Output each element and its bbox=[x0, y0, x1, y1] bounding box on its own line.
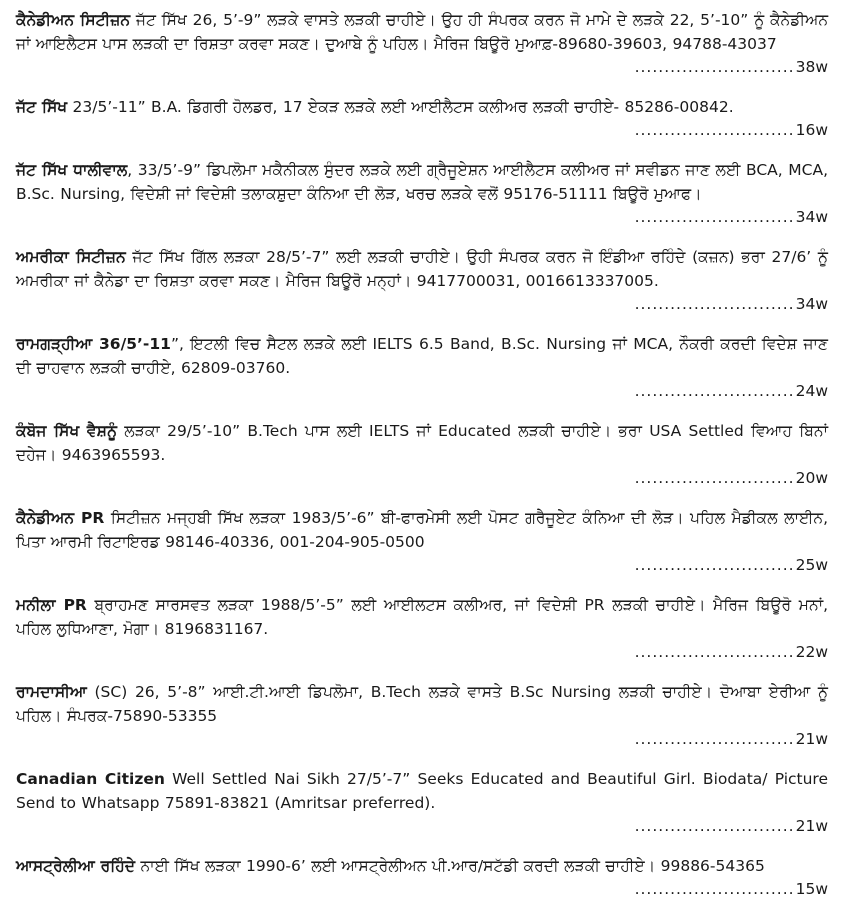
ad-dots: ........................... bbox=[634, 208, 795, 226]
ad-text bbox=[16, 506, 828, 554]
ad-code: 15w bbox=[795, 880, 828, 898]
ad-body: (SC) 26, 5’-8” ਆਈ.ਟੀ.ਆਈ ਡਿਪਲੋਮਾ, B.Tech ਲੜਕੇ ਵਾਸਤੇ B.Sc Nursing ਲੜਕੀ ਚਾਹੀਏ। ਦੋਆਬਾ ਏਰੀਆ ਨੂੰ ਪਹਿਲ। ਸੰਪਰਕ-75890-53355 bbox=[16, 683, 828, 725]
ad-footer bbox=[16, 815, 828, 838]
ad-text bbox=[16, 158, 828, 206]
ad-code: 20w bbox=[795, 469, 828, 487]
ad-body: Well Settled Nai Sikh 27/5’-7” Seeks Educated and Beautiful Girl. Biodata/ Picture Send to Whatsapp 75891-83821 (Amritsar preferred). bbox=[16, 770, 829, 812]
ad-body: ਬ੍ਰਾਹਮਣ ਸਾਰਸਵਤ ਲੜਕਾ 1988/5’-5” ਲਈ ਆਈਲਟਸ ਕਲੀਅਰ, ਜਾਂ ਵਿਦੇਸ਼ੀ PR ਲੜਕੀ ਚਾਹੀਏ। ਮੈਰਿਜ ਬਿਊਰੋ ਮਨਾਂ, ਪਹਿਲ ਲੁਧਿਆਣਾ, ਮੋਗਾ। 8196831167. bbox=[16, 596, 829, 638]
ad-manila-pr bbox=[16, 593, 828, 664]
ad-canadian-citizen-english bbox=[16, 767, 828, 838]
ad-jatt-sikh-dhaliwal bbox=[16, 158, 828, 229]
ad-text bbox=[16, 854, 828, 878]
ad-body: ਜੱਟ ਸਿੱਖ 26, 5’-9” ਲੜਕੇ ਵਾਸਤੇ ਲੜਕੀ ਚਾਹੀਏ। ਉਹ ਹੀ ਸੰਪਰਕ ਕਰਨ ਜੋ ਮਾਮੇ ਦੇ ਲੜਕੇ 22, 5’-10” ਨੂੰ ਕੈਨੇਡੀਅਨ ਜਾਂ ਆਇਲੈਟਸ ਪਾਸ ਲੜਕੀ ਦਾ ਰਿਸ਼ਤਾ ਕਰਵਾ ਸਕਣ। ਦੁਆਬੇ ਨੂੰ ਪਹਿਲ। ਮੈਰਿਜ ਬਿਊਰੋ ਮੁਆਫ਼-89680-39603, 94788-43037 bbox=[16, 11, 829, 53]
ad-headline: ਕੈਨੇਡੀਅਨ PR bbox=[16, 509, 105, 527]
ad-australia-resident bbox=[16, 854, 828, 901]
ad-headline: ਰਾਮਦਾਸੀਆ bbox=[16, 683, 87, 701]
ad-ramdasia bbox=[16, 680, 828, 751]
ad-dots: ........................... bbox=[634, 880, 795, 898]
ad-body: 23/5’-11” B.A. ਡਿਗਰੀ ਹੋਲਡਰ, 17 ਏਕੜ ਲੜਕੇ ਲਈ ਆਈਲੈਟਸ ਕਲੀਅਰ ਲੜਕੀ ਚਾਹੀਏ- 85286-00842. bbox=[67, 98, 734, 116]
ad-text bbox=[16, 767, 828, 815]
ad-code: 21w bbox=[795, 730, 828, 748]
ad-dots: ........................... bbox=[634, 121, 795, 139]
ad-text bbox=[16, 593, 828, 641]
ad-footer bbox=[16, 641, 828, 664]
ad-canadian-pr bbox=[16, 506, 828, 577]
ad-body: ਲੜਕਾ 29/5’-10” B.Tech ਪਾਸ ਲਈ IELTS ਜਾਂ Educated ਲੜਕੀ ਚਾਹੀਏ। ਭਰਾ USA Settled ਵਿਆਹ ਬਿਨਾਂ ਦਹੇਜ। 9463965593. bbox=[16, 422, 828, 464]
ad-headline: ਅਮਰੀਕਾ ਸਿਟੀਜ਼ਨ bbox=[16, 248, 126, 266]
ad-footer bbox=[16, 56, 828, 79]
ad-kamboj-sikh bbox=[16, 419, 828, 490]
ad-headline: ਕੰਬੋਜ ਸਿੱਖ ਵੈਸ਼ਨੂੰ bbox=[16, 422, 118, 440]
ad-headline: ਆਸਟ੍ਰੇਲੀਆ ਰਹਿੰਦੇ bbox=[16, 857, 136, 875]
ad-footer bbox=[16, 380, 828, 403]
ad-footer bbox=[16, 119, 828, 142]
ad-dots: ........................... bbox=[634, 817, 795, 835]
ad-dots: ........................... bbox=[634, 730, 795, 748]
ad-canadian-citizen-jatt bbox=[16, 8, 828, 79]
ad-footer bbox=[16, 728, 828, 751]
ad-text bbox=[16, 332, 828, 380]
ad-body: ਸਿਟੀਜ਼ਨ ਮਜ੍ਹਬੀ ਸਿੱਖ ਲੜਕਾ 1983/5’-6” ਬੀ-ਫਾਰਮੇਸੀ ਲਈ ਪੋਸਟ ਗਰੈਜੂਏਟ ਕੰਨਿਆ ਦੀ ਲੋੜ। ਪਹਿਲ ਮੈਡੀਕਲ ਲਾਈਨ, ਪਿਤਾ ਆਰਮੀ ਰਿਟਾਇਰਡ 98146-40336, 001-204-905-0500 bbox=[16, 509, 829, 551]
ad-text bbox=[16, 245, 828, 293]
ad-text bbox=[16, 680, 828, 728]
ad-footer bbox=[16, 878, 828, 901]
ad-code: 34w bbox=[795, 208, 828, 226]
ad-footer bbox=[16, 554, 828, 577]
ad-america-citizen bbox=[16, 245, 828, 316]
ad-code: 25w bbox=[795, 556, 828, 574]
ad-code: 34w bbox=[795, 295, 828, 313]
ad-code: 16w bbox=[795, 121, 828, 139]
ad-body: ”, ਇਟਲੀ ਵਿਚ ਸੈਟਲ ਲੜਕੇ ਲਈ IELTS 6.5 Band, B.Sc. Nursing ਜਾਂ MCA, ਨੌਕਰੀ ਕਰਦੀ ਵਿਦੇਸ਼ ਜਾਣ ਦੀ ਚਾਹਵਾਨ ਲੜਕੀ ਚਾਹੀਏ, 62809-03760. bbox=[16, 335, 828, 377]
ad-headline: ਕੈਨੇਡੀਅਨ ਸਿਟੀਜ਼ਨ bbox=[16, 11, 131, 29]
ad-headline: ਜੱਟ ਸਿੱਖ ਧਾਲੀਵਾਲ bbox=[16, 161, 128, 179]
ad-dots: ........................... bbox=[634, 382, 795, 400]
ad-dots: ........................... bbox=[634, 295, 795, 313]
ad-body: ਨਾਈ ਸਿੱਖ ਲੜਕਾ 1990-6’ ਲਈ ਆਸਟ੍ਰੇਲੀਅਨ ਪੀ.ਆਰ/ਸਟੱਡੀ ਕਰਦੀ ਲੜਕੀ ਚਾਹੀਏ। 99886-54365 bbox=[135, 857, 765, 875]
ad-headline: Canadian Citizen bbox=[16, 770, 165, 788]
ad-code: 38w bbox=[795, 58, 828, 76]
ad-code: 21w bbox=[795, 817, 828, 835]
ad-dots: ........................... bbox=[634, 556, 795, 574]
ad-jatt-sikh bbox=[16, 95, 828, 142]
ad-ramgarhia bbox=[16, 332, 828, 403]
ad-dots: ........................... bbox=[634, 58, 795, 76]
ad-dots: ........................... bbox=[634, 643, 795, 661]
ad-headline: ਮਨੀਲਾ PR bbox=[16, 596, 87, 614]
ad-code: 22w bbox=[795, 643, 828, 661]
ad-text bbox=[16, 95, 828, 119]
ad-headline: ਜੱਟ ਸਿੱਖ bbox=[16, 98, 68, 116]
ad-code: 24w bbox=[795, 382, 828, 400]
ad-headline: ਰਾਮਗੜ੍ਹੀਆ 36/5’-11 bbox=[16, 335, 171, 353]
ad-footer bbox=[16, 467, 828, 490]
ad-body: ਜੱਟ ਸਿੱਖ ਗਿੱਲ ਲੜਕਾ 28/5’-7” ਲਈ ਲੜਕੀ ਚਾਹੀਏ। ਉਹੀ ਸੰਪਰਕ ਕਰਨ ਜੋ ਇੰਡੀਆ ਰਹਿੰਦੇ (ਕਜ਼ਨ) ਭਰਾ 27/6’ ਨੂੰ ਅਮਰੀਕਾ ਜਾਂ ਕੈਨੇਡਾ ਦਾ ਰਿਸ਼ਤਾ ਕਰਵਾ ਸਕਣ। ਮੈਰਿਜ ਬਿਊਰੋ ਮਨ੍ਹਾਂ। 9417700031, 0016613337005. bbox=[16, 248, 828, 290]
ad-footer bbox=[16, 293, 828, 316]
ad-footer bbox=[16, 206, 828, 229]
ad-text bbox=[16, 419, 828, 467]
ad-body: , 33/5’-9” ਡਿਪਲੋਮਾ ਮਕੈਨੀਕਲ ਸੁੰਦਰ ਲੜਕੇ ਲਈ ਗ੍ਰੈਜੂਏਸ਼ਨ ਆਈਲੈਟਸ ਕਲੀਅਰ ਜਾਂ ਸਵੀਡਨ ਜਾਣ ਲਈ BCA, MCA, B.Sc. Nursing, ਵਿਦੇਸ਼ੀ ਜਾਂ ਵਿਦੇਸ਼ੀ ਤਲਾਕਸ਼ੁਦਾ ਕੰਨਿਆ ਦੀ ਲੋੜ, ਖਰਚ ਲੜਕੇ ਵਲੋਂ 95176-51111 ਬਿਊਰੋ ਮੁਆਫ। bbox=[16, 161, 828, 203]
ad-dots: ........................... bbox=[634, 469, 795, 487]
ad-text bbox=[16, 8, 828, 56]
